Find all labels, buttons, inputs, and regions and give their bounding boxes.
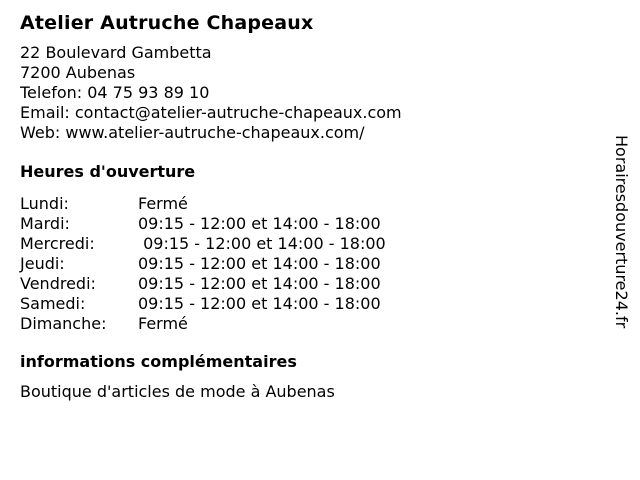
day-label: Vendredi: (20, 274, 96, 293)
hours-row-monday (20, 194, 600, 214)
hours-row-friday (20, 274, 600, 294)
business-listing (20, 10, 600, 402)
time-range: Fermé (138, 194, 188, 213)
opening-hours-table (20, 194, 600, 334)
time-range: 09:15 - 12:00 et 14:00 - 18:00 (138, 214, 381, 233)
hours-row-sunday (20, 314, 600, 334)
time-range: 09:15 - 12:00 et 14:00 - 18:00 (138, 274, 381, 293)
contact-block (20, 43, 600, 143)
day-label: Mardi: (20, 214, 70, 233)
street-address: 22 Boulevard Gambetta (20, 43, 212, 62)
time-range: 09:15 - 12:00 et 14:00 - 18:00 (138, 294, 381, 313)
day-label: Samedi: (20, 294, 86, 313)
time-range: Fermé (138, 314, 188, 333)
email-address: Email: contact@atelier-autruche-chapeaux.com (20, 103, 402, 122)
time-range: 09:15 - 12:00 et 14:00 - 18:00 (138, 254, 381, 273)
website-address: Web: www.atelier-autruche-chapeaux.com/ (20, 123, 365, 142)
hours-row-tuesday (20, 214, 600, 234)
additional-info-text: Boutique d'articles de mode à Aubenas (20, 382, 335, 401)
day-label: Dimanche: (20, 314, 107, 333)
phone-number: Telefon: 04 75 93 89 10 (20, 83, 210, 102)
site-watermark: Horairesdouverture24.fr (612, 135, 631, 329)
business-name: Atelier Autruche Chapeaux (20, 12, 314, 34)
day-label: Jeudi: (20, 254, 65, 273)
additional-info-title: informations complémentaires (20, 352, 297, 371)
opening-hours-title: Heures d'ouverture (20, 162, 196, 181)
time-range: 09:15 - 12:00 et 14:00 - 18:00 (138, 234, 386, 253)
city-address: 7200 Aubenas (20, 63, 136, 82)
hours-row-wednesday (20, 234, 600, 254)
day-label: Lundi: (20, 194, 69, 213)
day-label: Mercredi: (20, 234, 95, 253)
hours-row-thursday (20, 254, 600, 274)
hours-row-saturday (20, 294, 600, 314)
